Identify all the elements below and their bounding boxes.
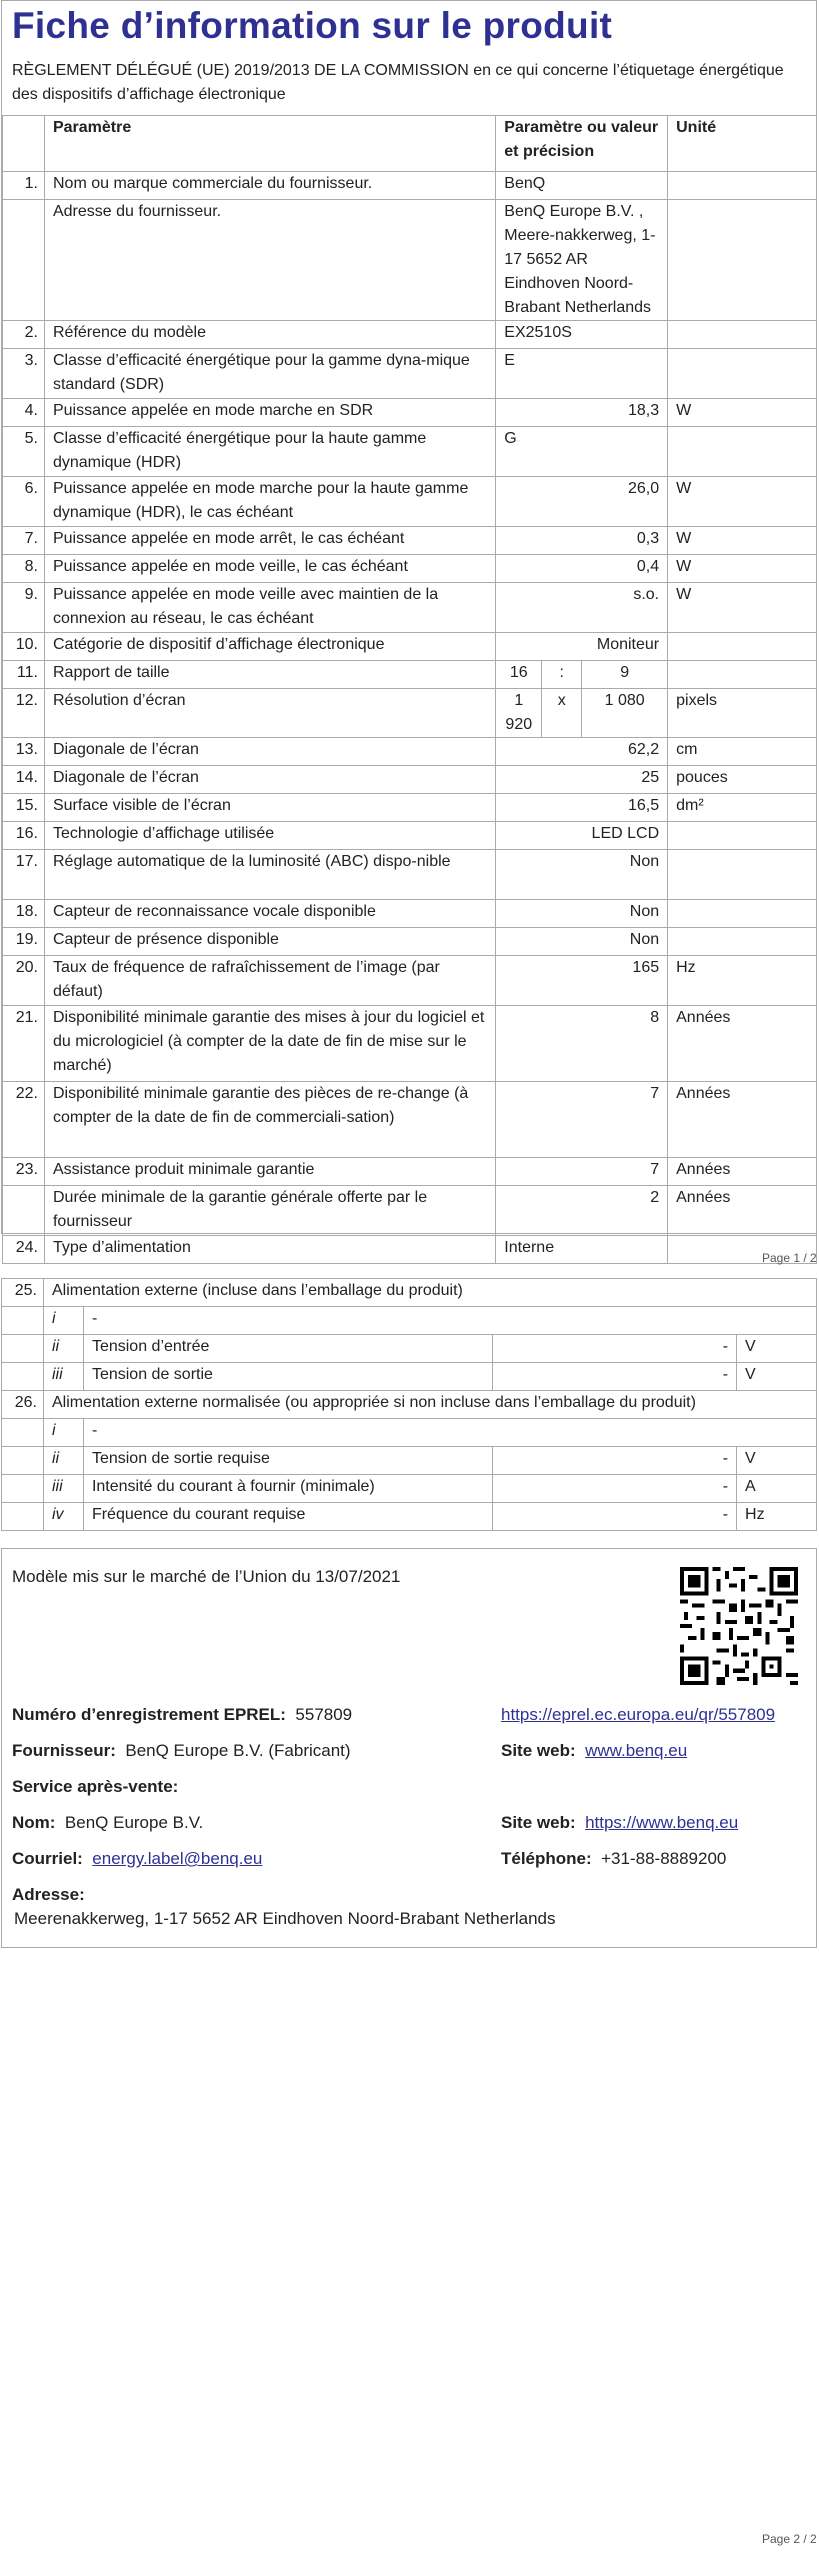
page-1 [1,0,817,1256]
external-power-table [1,1278,817,1531]
table-row: 13. Diagonale de l’écran 62,2 cm [3,738,817,766]
page-2-label: Page 2 / 2 [762,2532,817,2546]
table-row: 20. Taux de fréquence de rafraîchissement de l’image (par défaut) 165 Hz [3,956,817,1006]
table-row: 1. Nom ou marque commerciale du fournisseur. BenQ [3,172,817,200]
supplier-info-box [1,1548,817,1948]
product-info-table [2,115,817,1264]
table-row: iv Fréquence du courant requise - Hz [2,1503,817,1531]
table-row: 18. Capteur de reconnaissance vocale disponible Non [3,900,817,928]
table-row: 10. Catégorie de dispositif d’affichage électronique Moniteur [3,633,817,661]
table-row: 15. Surface visible de l’écran 16,5 dm² [3,794,817,822]
table-row: Durée minimale de la garantie générale offerte par le fournisseur 2 Années [3,1186,817,1236]
website2-link[interactable]: https://www.benq.eu [585,1813,739,1832]
table-row: 6. Puissance appelée en mode marche pour la haute gamme dynamique (HDR), le cas échéant 26,0 W [3,477,817,527]
table-row: 2. Référence du modèle EX2510S [3,321,817,349]
table-row: 3. Classe d’efficacité énergétique pour la gamme dyna-mique standard (SDR) E [3,349,817,399]
address-heading: Adresse: [12,1885,85,1904]
table-row: 25. Alimentation externe (incluse dans l’emballage du produit) [2,1279,817,1307]
eprel-link[interactable]: https://eprel.ec.europa.eu/qr/557809 [501,1705,776,1724]
table-row: 8. Puissance appelée en mode veille, le cas échéant 0,4 W [3,555,817,583]
table-row: ii Tension de sortie requise - V [2,1447,817,1475]
table-row: 26. Alimentation externe normalisée (ou appropriée si non incluse dans l’emballage du produit) [2,1391,817,1419]
header-value: Paramètre ou valeur et précision [496,116,668,172]
service-heading: Service après-vente: [12,1777,179,1796]
phone-row: Téléphone: +31-88-8889200 [501,1849,727,1868]
table-row: 7. Puissance appelée en mode arrêt, le cas échéant 0,3 W [3,527,817,555]
table-row: i - [2,1307,817,1335]
table-row: 14. Diagonale de l’écran 25 pouces [3,766,817,794]
table-row: 4. Puissance appelée en mode marche en SDR 18,3 W [3,399,817,427]
table-row: i - [2,1419,817,1447]
market-date: Modèle mis sur le marché de l’Union du 13/07/2021 [12,1567,401,1586]
table-row: 9. Puissance appelée en mode veille avec maintien de la connexion au réseau, le cas échéant s.o. W [3,583,817,633]
regulation-text: RÈGLEMENT DÉLÉGUÉ (UE) 2019/2013 DE LA COMMISSION en ce qui concerne l’étiquetage énergétique des dispositifs d’affichage électronique [12,62,784,103]
table-row: iii Tension de sortie - V [2,1363,817,1391]
supplier-row: Fournisseur: BenQ Europe B.V. (Fabricant) [12,1741,351,1760]
table-row: 5. Classe d’efficacité énergétique pour la haute gamme dynamique (HDR) G [3,427,817,477]
website-link[interactable]: www.benq.eu [585,1741,688,1760]
website2-row: Site web: https://www.benq.eu [501,1813,739,1832]
table-row: iii Intensité du courant à fournir (minimale) - A [2,1475,817,1503]
table-row: Adresse du fournisseur. BenQ Europe B.V. , Meere-nakkerweg, 1-17 5652 AR Eindhoven Noord-Brabant Netherlands [3,200,817,321]
website-row: Site web: www.benq.eu [501,1741,688,1760]
email-row: Courriel: energy.label@benq.eu [12,1849,263,1868]
table-row: 12. Résolution d’écran 1 920 x 1 080 pixels [3,689,817,738]
table-row: 24. Type d’alimentation Interne [3,1236,817,1264]
table-row: 22. Disponibilité minimale garantie des pièces de re-change (à compter de la date de fin de commerciali-sation) 7 Années [3,1082,817,1158]
table-row: 16. Technologie d’affichage utilisée LED LCD [3,822,817,850]
table-header-row [3,116,817,172]
table-row: 11. Rapport de taille 16 : 9 [3,661,817,689]
name-row: Nom: BenQ Europe B.V. [12,1813,204,1832]
table-row: 19. Capteur de présence disponible Non [3,928,817,956]
table-row: 23. Assistance produit minimale garantie 7 Années [3,1158,817,1186]
qr-code-icon[interactable] [680,1567,798,1685]
header-param: Paramètre [44,116,495,172]
page-1-label: Page 1 / 2 [762,1251,817,1265]
header-unit: Unité [668,116,817,172]
table-row: ii Tension d’entrée - V [2,1335,817,1363]
address-value: Meerenakkerweg, 1-17 5652 AR Eindhoven Noord-Brabant Netherlands [14,1909,556,1928]
page-title: Fiche d’information sur le produit [12,5,613,46]
email-link[interactable]: energy.label@benq.eu [92,1849,263,1868]
table-row: 17. Réglage automatique de la luminosité (ABC) dispo-nible Non [3,850,817,900]
table-row: 21. Disponibilité minimale garantie des mises à jour du logiciel et du micrologiciel (à compter de la date de fin de mise sur le marché) 8 Années [3,1006,817,1082]
eprel-row: Numéro d’enregistrement EPREL: 557809 [12,1705,353,1724]
